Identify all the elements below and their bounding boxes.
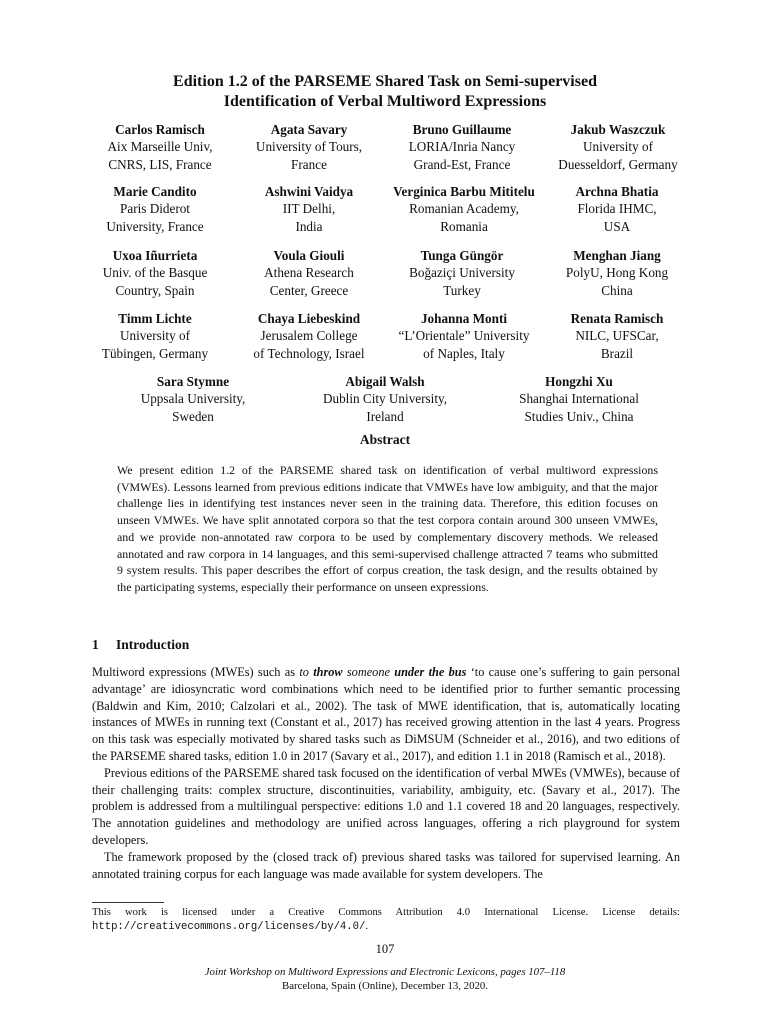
author-name: Marie Candito — [113, 184, 197, 199]
author-block — [538, 121, 698, 173]
author-block — [229, 183, 389, 235]
author-affiliation: “L’Orientale” University — [398, 328, 530, 344]
author-block — [382, 247, 542, 299]
author-affiliation: France — [291, 156, 327, 172]
author-block — [80, 121, 240, 173]
author-name: Johanna Monti — [420, 311, 508, 326]
author-name: Uxoa Iñurrieta — [112, 248, 198, 263]
author-block — [382, 121, 542, 173]
author-affiliation: NILC, UFSCar, — [575, 328, 659, 344]
author-block — [229, 121, 389, 173]
author-affiliation: Romanian Academy, — [409, 201, 519, 217]
author-affiliation: Athena Research — [264, 265, 354, 281]
author-affiliation: Center, Greece — [269, 282, 349, 298]
author-affiliation: Grand-Est, France — [413, 156, 511, 172]
author-affiliation: CNRS, LIS, France — [108, 156, 212, 172]
author-affiliation: University of — [120, 328, 190, 344]
author-affiliation: Jerusalem College — [260, 328, 358, 344]
example-text-bold: throw — [313, 665, 343, 679]
author-affiliation: Brazil — [600, 345, 634, 361]
author-block — [499, 373, 659, 425]
venue-location: Barcelona, Spain (Online), December 13, 2020. — [282, 980, 488, 993]
author-block — [75, 310, 235, 362]
author-affiliation: China — [601, 282, 633, 298]
author-affiliation: Studies Univ., China — [524, 408, 634, 424]
author-affiliation: University, France — [106, 218, 204, 234]
author-name: Carlos Ramisch — [115, 122, 205, 137]
author-block — [113, 373, 273, 425]
author-affiliation: Country, Spain — [115, 282, 195, 298]
author-name: Sara Stymne — [156, 374, 230, 389]
author-block — [229, 247, 389, 299]
author-block — [537, 183, 697, 235]
footnote-text: This work is licensed under a Creative Commons Attribution 4.0 International License. License details: — [92, 907, 680, 918]
footnote — [92, 906, 680, 935]
author-affiliation: Paris Diderot — [120, 201, 190, 217]
author-affiliation: Dublin City University, — [322, 391, 448, 407]
author-affiliation: Turkey — [443, 282, 481, 298]
author-name: Chaya Liebeskind — [257, 311, 361, 326]
author-affiliation: University of Tours, — [255, 139, 363, 155]
author-affiliation: Uppsala University, — [140, 391, 246, 407]
author-block — [537, 310, 697, 362]
footnote-end: . — [365, 921, 369, 933]
author-name: Ashwini Vaidya — [264, 184, 354, 199]
author-name: Timm Lichte — [118, 311, 192, 326]
author-name: Bruno Guillaume — [412, 122, 512, 137]
paragraph-text: ‘to cause one’s suffering to gain personal advantage’ are idiosyncratic word combinations which need to be identified prior to further semantic processing (Baldwin and Kim, 2010; Calzolari et al., 2002). The task of MWE identification, that is, automatically locating instances of MWEs in running text (Constant et al., 2017) has received growing attention in the last 4 years. Progress on this task was especially motivated by shared tasks such as DiMSUM (Schneider et al., 2016), and two editions of the PARSEME shared tasks, edition 1.0 in 2017 (Savary et al., 2017), and edition 1.1 in 2018 (Ramisch et al., 2018). — [92, 665, 681, 763]
author-name: Menghan Jiang — [573, 248, 661, 263]
author-affiliation: of Technology, Israel — [253, 345, 365, 361]
author-block — [75, 183, 235, 235]
author-affiliation: Tübingen, Germany — [101, 345, 209, 361]
section-title: Introduction — [116, 637, 190, 652]
author-block — [374, 183, 554, 235]
author-block — [537, 247, 697, 299]
paragraph-text: Multiword expressions (MWEs) such as — [92, 665, 300, 679]
title-line-2: Identification of Verbal Multiword Expressions — [223, 93, 547, 110]
example-text: someone — [342, 665, 395, 679]
venue-info — [0, 965, 770, 994]
author-affiliation: Shanghai International — [519, 391, 639, 407]
author-name: Archna Bhatia — [575, 184, 659, 199]
author-name: Abigail Walsh — [345, 374, 425, 389]
author-affiliation: Ireland — [366, 408, 404, 424]
author-block — [374, 310, 554, 362]
author-affiliation: Aix Marseille Univ, — [107, 139, 213, 155]
author-affiliation: Boğaziçi University — [409, 265, 515, 281]
section-heading — [92, 637, 189, 653]
author-block — [75, 247, 235, 299]
author-name: Verginica Barbu Mititelu — [393, 184, 535, 199]
author-affiliation: Duesseldorf, Germany — [558, 156, 678, 172]
title-line-1: Edition 1.2 of the PARSEME Shared Task on Semi-supervised — [173, 73, 597, 90]
page-number: 107 — [375, 942, 395, 956]
author-affiliation: of Naples, Italy — [423, 345, 505, 361]
abstract-heading: Abstract — [359, 432, 411, 447]
body-text — [92, 664, 680, 882]
paragraph — [92, 664, 680, 765]
license-link[interactable]: http://creativecommons.org/licenses/by/4.0/ — [92, 921, 366, 934]
author-name: Renata Ramisch — [570, 311, 664, 326]
example-text-bold: under the bus — [394, 665, 467, 679]
author-name: Voula Giouli — [273, 248, 345, 263]
paragraph: Previous editions of the PARSEME shared task focused on the identification of verbal MWEs (VMWEs), because of their challenging traits: complex structure, discontinuities, variability, ambiguity, etc. (Savary et al., 2017). The problem is addressed from a multilingual perspective: editions 1.0 and 1.1 covered 18 and 20 languages, respectively. The annotation guidelines and methodology are unified across languages, offering a rich playground for system developers. — [92, 765, 680, 847]
author-affiliation: Univ. of the Basque — [102, 265, 208, 281]
author-name: Tunga Güngör — [420, 248, 504, 263]
author-affiliation: Sweden — [172, 408, 214, 424]
author-block — [305, 373, 465, 425]
abstract-text: We present edition 1.2 of the PARSEME shared task on identification of verbal multiword expressions (VMWEs). Lessons learned from previous editions indicate that VMWEs have low ambiguity, and that the major challenge lies in identifying test instances never seen in the training data. Therefore, this edition focuses on unseen VMWEs. We have split annotated corpora so that the test corpora contain around 300 unseen VMWEs, and we provide non-annotated raw corpora to be used by complementary discovery methods. We released annotated and raw corpora in 14 languages, and this semi-supervised challenge attracted 7 teams who submitted 9 system results. This paper describes the effort of corpus creation, the task design, and the results obtained by the participating systems, especially their performance on unseen expressions. — [117, 463, 658, 594]
footnote-rule — [92, 902, 164, 903]
paragraph: The framework proposed by the (closed track of) previous shared tasks was tailored for supervised learning. An annotated training corpus for each language was made available for system developers. The — [92, 849, 680, 881]
author-affiliation: IIT Delhi, — [282, 201, 336, 217]
author-name: Agata Savary — [270, 122, 348, 137]
author-affiliation: USA — [603, 218, 631, 234]
author-name: Jakub Waszczuk — [570, 122, 666, 137]
author-affiliation: University of — [583, 139, 653, 155]
venue-line: Joint Workshop on Multiword Expressions and Electronic Lexicons, pages 107–118 — [204, 966, 566, 978]
author-block — [229, 310, 389, 362]
section-number: 1 — [92, 637, 99, 652]
author-affiliation: Florida IHMC, — [577, 201, 657, 217]
author-name: Hongzhi Xu — [545, 374, 613, 389]
paper-title — [90, 72, 680, 112]
author-affiliation: LORIA/Inria Nancy — [408, 139, 516, 155]
example-text: to — [299, 665, 314, 679]
author-affiliation: PolyU, Hong Kong — [565, 265, 669, 281]
author-affiliation: India — [295, 218, 323, 234]
author-affiliation: Romania — [440, 218, 488, 234]
